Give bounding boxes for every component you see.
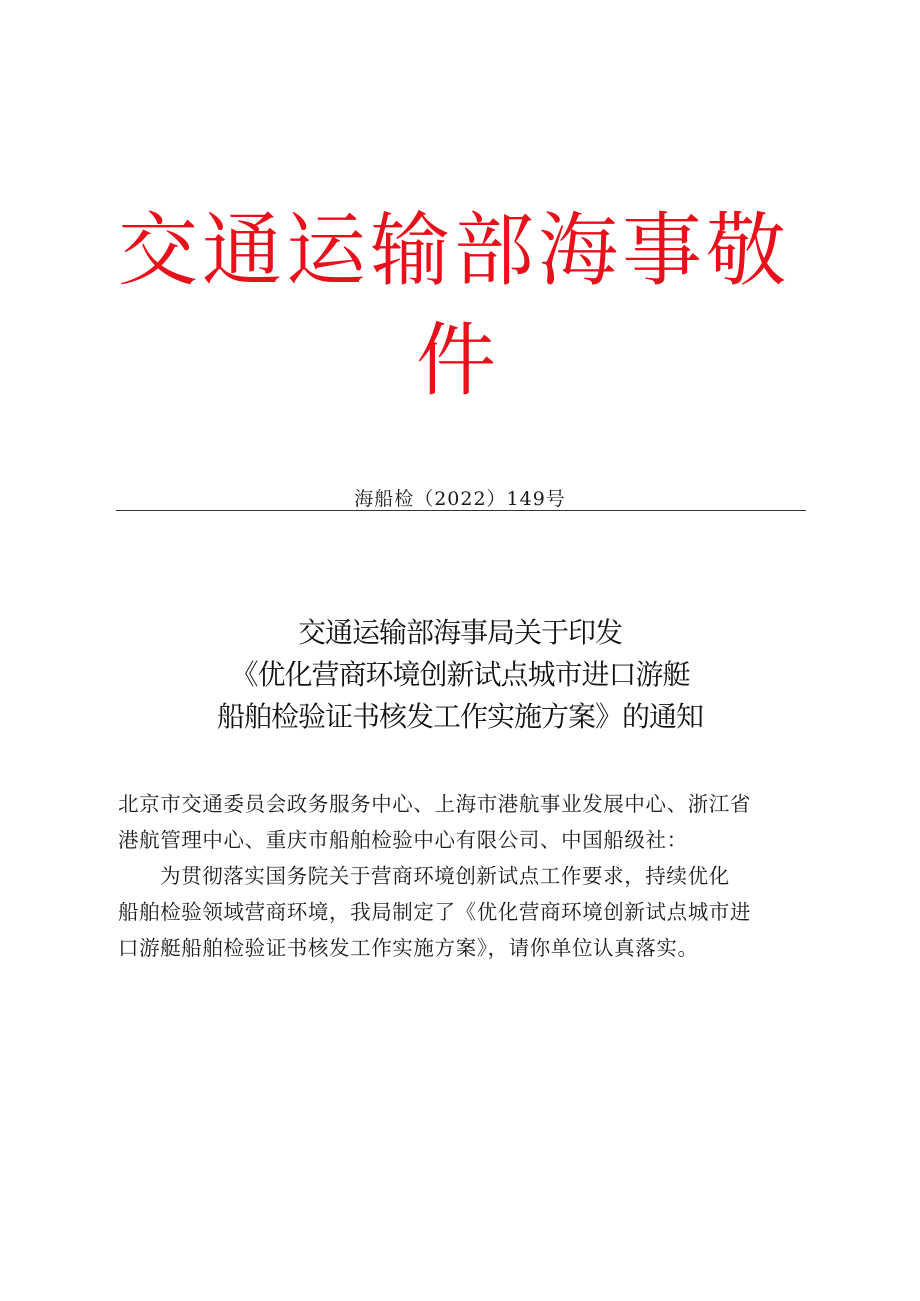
header-divider: [116, 510, 806, 511]
body-paragraph: [118, 858, 818, 966]
document-number: 海船检（2022）149号: [354, 488, 566, 510]
addressee-block: [118, 786, 818, 858]
body-line-3: 口游艇船舶检验证书核发工作实施方案》，请你单位认真落实。: [118, 936, 699, 960]
title-line-2: 《优化营商环境创新试点城市进口游艇: [230, 658, 690, 691]
addressee-line-2: 港航管理中心、重庆市船舶检验中心有限公司、中国船级社：: [118, 828, 688, 852]
addressee-line-1: 北京市交通委员会政务服务中心、上海市港航事业发展中心、浙江省: [118, 792, 751, 816]
title-line-1: 交通运输部海事局关于印发: [297, 616, 622, 649]
document-masthead: [118, 196, 808, 416]
body-line-1: 为贯彻落实国务院关于营商环境创新试点工作要求，持续优化: [160, 864, 730, 888]
title-line-3: 船舶检验证书核发工作实施方案》的通知: [216, 700, 703, 733]
masthead-line-1: 交通运输部海事敬: [118, 204, 790, 297]
body-line-2: 船舶检验领域营商环境，我局制定了《优化营商环境创新试点城市进: [118, 900, 751, 924]
document-title: [0, 612, 920, 738]
masthead-line-2: 件: [416, 314, 500, 407]
